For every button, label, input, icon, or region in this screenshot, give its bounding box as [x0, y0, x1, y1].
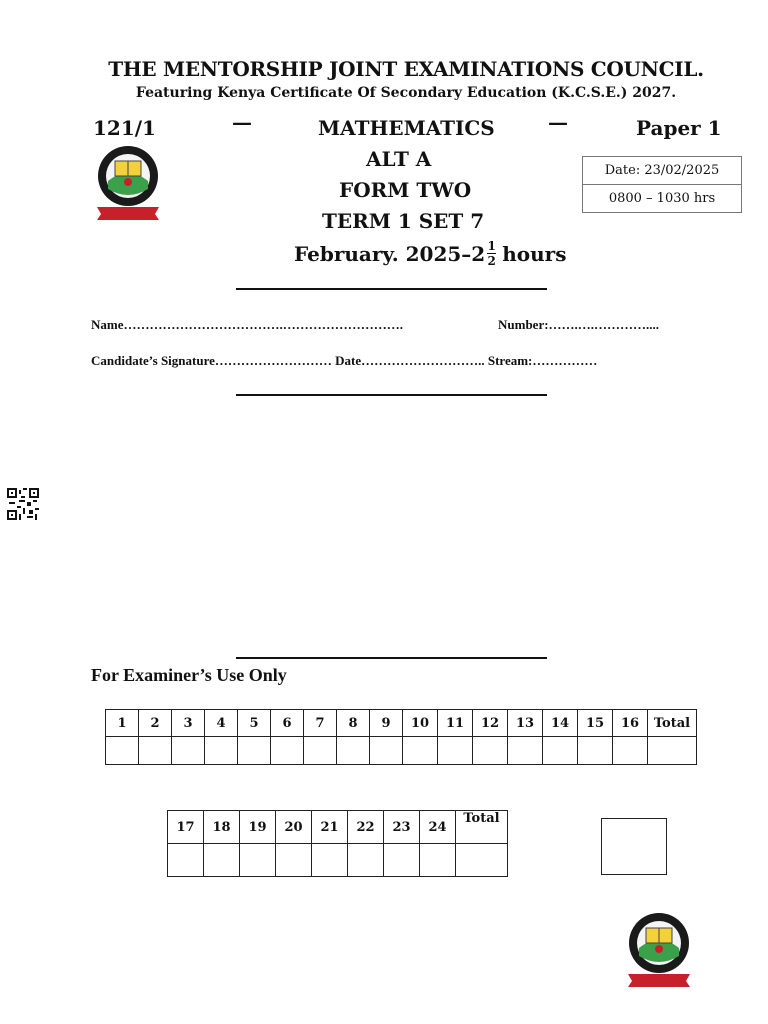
mark-cell[interactable] [172, 737, 205, 765]
header-dash-left: — [232, 110, 252, 134]
featuring-line: Featuring Kenya Certificate Of Secondary Education (K.C.S.E.) 2027. [135, 85, 677, 101]
mark-cell[interactable] [578, 737, 613, 765]
total-cell[interactable] [456, 844, 508, 877]
mark-cell[interactable] [370, 737, 403, 765]
marks-table-2 [167, 810, 508, 877]
number-field[interactable]: Number:…….….………….... [498, 317, 660, 332]
question-header: 13 [508, 710, 543, 737]
fraction-numerator: 1 [487, 239, 496, 253]
question-header: 22 [348, 811, 384, 844]
question-header: 1 [106, 710, 139, 737]
form-label: FORM TWO [339, 178, 472, 202]
paper-code: 121/1 [93, 116, 156, 140]
mark-cell[interactable] [403, 737, 438, 765]
council-logo-footer [626, 910, 694, 995]
name-field[interactable]: Name……………………………….………………………. [91, 317, 403, 332]
term-label: TERM 1 SET 7 [322, 209, 485, 233]
mark-cell[interactable] [238, 737, 271, 765]
signature-date-stream-field[interactable]: Candidate’s Signature……………………… Date……………………….. Stream:…………… [91, 353, 598, 368]
divider-middle [236, 394, 547, 396]
question-header: 19 [240, 811, 276, 844]
mark-cell[interactable] [337, 737, 370, 765]
total-cell[interactable] [648, 737, 697, 765]
mark-cell[interactable] [106, 737, 139, 765]
question-header: 9 [370, 710, 403, 737]
mark-cell[interactable] [438, 737, 473, 765]
exam-duration [294, 240, 566, 267]
question-header: 5 [238, 710, 271, 737]
question-header: 15 [578, 710, 613, 737]
council-logo [95, 143, 163, 228]
exam-date: Date: 23/02/2025 [604, 163, 720, 178]
mark-cell[interactable] [508, 737, 543, 765]
mark-cell[interactable] [204, 844, 240, 877]
question-header: 21 [312, 811, 348, 844]
mark-cell[interactable] [304, 737, 337, 765]
qr-code [7, 488, 39, 525]
duration-prefix: February. 2025–2 [294, 241, 486, 266]
question-header: 20 [276, 811, 312, 844]
marks-table-1 [105, 709, 697, 765]
council-title: THE MENTORSHIP JOINT EXAMINATIONS COUNCIL. [108, 57, 704, 81]
mark-cell[interactable] [276, 844, 312, 877]
exam-time: 0800 – 1030 hrs [583, 184, 741, 212]
duration-suffix: hours [502, 241, 567, 266]
question-header: 2 [139, 710, 172, 737]
question-header: 23 [384, 811, 420, 844]
divider-top [236, 288, 547, 290]
grand-total-box[interactable] [601, 818, 667, 875]
mark-cell[interactable] [139, 737, 172, 765]
mark-cell[interactable] [420, 844, 456, 877]
question-header: 8 [337, 710, 370, 737]
mark-cell[interactable] [473, 737, 508, 765]
fraction-denominator: 2 [487, 254, 496, 268]
mark-cell[interactable] [168, 844, 204, 877]
duration-fraction [487, 240, 496, 267]
mark-cell[interactable] [348, 844, 384, 877]
question-header: 10 [403, 710, 438, 737]
question-header: 3 [172, 710, 205, 737]
examiner-title: For Examiner’s Use Only [91, 665, 287, 685]
header-dash-right: — [548, 110, 568, 134]
paper-number: Paper 1 [636, 116, 722, 140]
alt-label: ALT A [366, 147, 432, 171]
question-header: 16 [613, 710, 648, 737]
question-header: 14 [543, 710, 578, 737]
subject-title: MATHEMATICS [318, 116, 495, 140]
mark-cell[interactable] [240, 844, 276, 877]
divider-bottom [236, 657, 547, 659]
question-header: 24 [420, 811, 456, 844]
mark-cell[interactable] [543, 737, 578, 765]
mark-cell[interactable] [205, 737, 238, 765]
mark-cell[interactable] [613, 737, 648, 765]
question-header: 6 [271, 710, 304, 737]
total-header: Total [648, 710, 697, 737]
mark-cell[interactable] [312, 844, 348, 877]
question-header: 11 [438, 710, 473, 737]
date-time-box [582, 156, 742, 213]
question-header: 17 [168, 811, 204, 844]
total-header: Total [456, 811, 508, 844]
question-header: 12 [473, 710, 508, 737]
question-header: 18 [204, 811, 240, 844]
mark-cell[interactable] [384, 844, 420, 877]
mark-cell[interactable] [271, 737, 304, 765]
question-header: 7 [304, 710, 337, 737]
question-header: 4 [205, 710, 238, 737]
